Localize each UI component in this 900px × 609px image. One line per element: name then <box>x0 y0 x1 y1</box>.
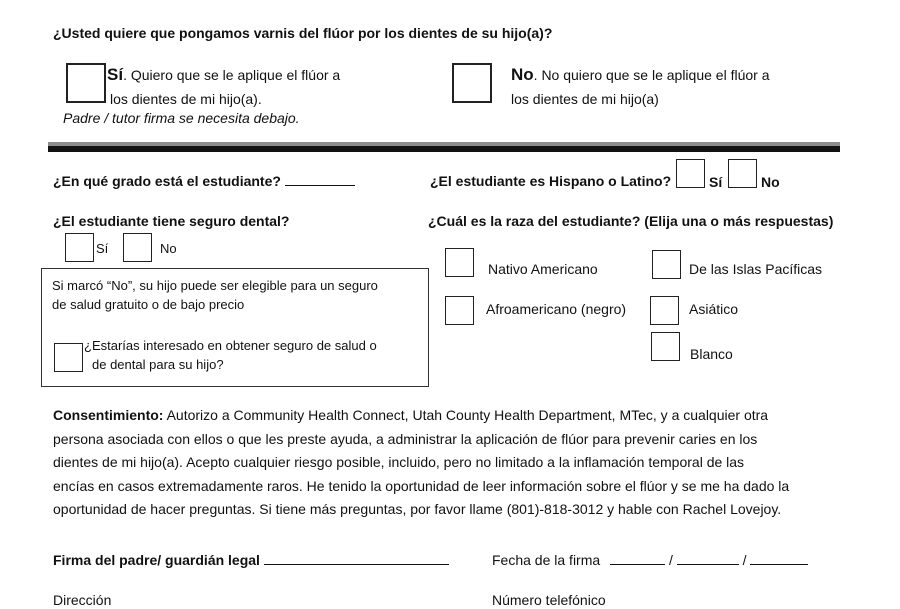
fluoride-yes-line2: los dientes de mi hijo(a). <box>110 91 262 107</box>
signature-input[interactable] <box>264 551 449 565</box>
race-white-label: Blanco <box>690 346 733 362</box>
date-year-input[interactable] <box>750 551 808 565</box>
signature-row <box>53 551 449 569</box>
fluoride-no-checkbox[interactable] <box>452 63 492 103</box>
fluoride-yes-line1 <box>107 66 340 84</box>
fluoride-question: ¿Usted quiere que pongamos varnis del flúor por los dientes de su hijo(a)? <box>53 25 553 41</box>
insurance-note-line1: Si marcó “No”, su hijo puede ser elegible para un seguro <box>52 278 378 293</box>
phone-label: Número telefónico <box>492 592 606 608</box>
date-day-input[interactable] <box>677 551 739 565</box>
race-native-american-label: Nativo Americano <box>488 261 598 277</box>
signature-label: Firma del padre/ guardián legal <box>53 552 260 568</box>
section-divider <box>48 146 840 152</box>
hispanic-label: ¿El estudiante es Hispano o Latino? <box>430 173 672 189</box>
address-label: Dirección <box>53 592 112 608</box>
consent-line-1 <box>53 404 853 428</box>
fluoride-no-line2: los dientes de mi hijo(a) <box>511 91 659 107</box>
hispanic-yes-label: Sí <box>709 174 723 190</box>
fluoride-no-word: No <box>511 65 534 84</box>
insurance-note-line2: de salud gratuito o de bajo precio <box>52 297 245 312</box>
fluoride-no-line1 <box>511 66 770 84</box>
consent-line-2: persona asociada con ellos o que les preste ayuda, a administrar la aplicación de flúor para prevenir caries en los <box>53 430 758 447</box>
consent-line-5: oportunidad de hacer preguntas. Si tiene más preguntas, por favor llame (801)-818-3012 y hable con Rachel Lovejoy. <box>53 501 782 517</box>
insurance-no-checkbox[interactable] <box>123 233 152 262</box>
consent-text-1: Autorizo a Community Health Connect, Utah County Health Department, MTec, y a cualquier otra <box>163 407 769 423</box>
insurance-question: ¿El estudiante tiene seguro dental? <box>53 213 290 229</box>
hispanic-no-checkbox[interactable] <box>728 159 757 188</box>
hispanic-yes-checkbox[interactable] <box>676 159 705 188</box>
insurance-no-label: No <box>160 241 177 256</box>
fluoride-yes-word: Sí <box>107 65 124 84</box>
race-native-american-checkbox[interactable] <box>445 248 474 277</box>
insurance-interest-line2: de dental para su hijo? <box>92 357 224 372</box>
consent-paragraph <box>53 404 853 522</box>
insurance-interest-line1: ¿Estarías interesado en obtener seguro de salud o <box>84 338 377 353</box>
fluoride-yes-text: . Quiero que se le aplique el flúor a <box>123 67 341 83</box>
fluoride-yes-note: Padre / tutor firma se necesita debajo. <box>63 110 300 126</box>
insurance-interest-checkbox[interactable] <box>54 343 83 372</box>
race-african-american-checkbox[interactable] <box>445 296 474 325</box>
grade-label: ¿En qué grado está el estudiante? <box>53 173 281 189</box>
race-asian-checkbox[interactable] <box>650 296 679 325</box>
race-question: ¿Cuál es la raza del estudiante? (Elija una o más respuestas) <box>428 213 834 229</box>
date-row: Fecha de la firma / / <box>492 551 808 569</box>
grade-question <box>53 172 355 190</box>
race-white-checkbox[interactable] <box>651 332 680 361</box>
hispanic-no-label: No <box>761 174 780 190</box>
insurance-yes-checkbox[interactable] <box>65 233 94 262</box>
race-asian-label: Asiático <box>689 301 739 317</box>
date-label: Fecha de la firma <box>492 552 601 568</box>
consent-line-3: dientes de mi hijo(a). Acepto cualquier riesgo posible, incluido, pero no limitado a la inflamación temporal de las <box>53 454 745 470</box>
consent-heading: Consentimiento: <box>53 407 164 423</box>
consent-line-4: encías en casos extremadamente raros. He tenido la oportunidad de leer información sobre el flúor y se me ha dado la <box>53 477 790 494</box>
fluoride-yes-checkbox[interactable] <box>66 63 106 103</box>
date-month-input[interactable] <box>610 551 665 565</box>
race-pacific-islander-label: De las Islas Pacíficas <box>689 261 823 277</box>
fluoride-no-text: . No quiero que se le aplique el flúor a <box>533 67 770 83</box>
insurance-yes-label: Sí <box>96 241 109 256</box>
race-pacific-islander-checkbox[interactable] <box>652 250 681 279</box>
race-african-american-label: Afroamericano (negro) <box>486 301 627 317</box>
grade-input[interactable] <box>285 172 355 186</box>
